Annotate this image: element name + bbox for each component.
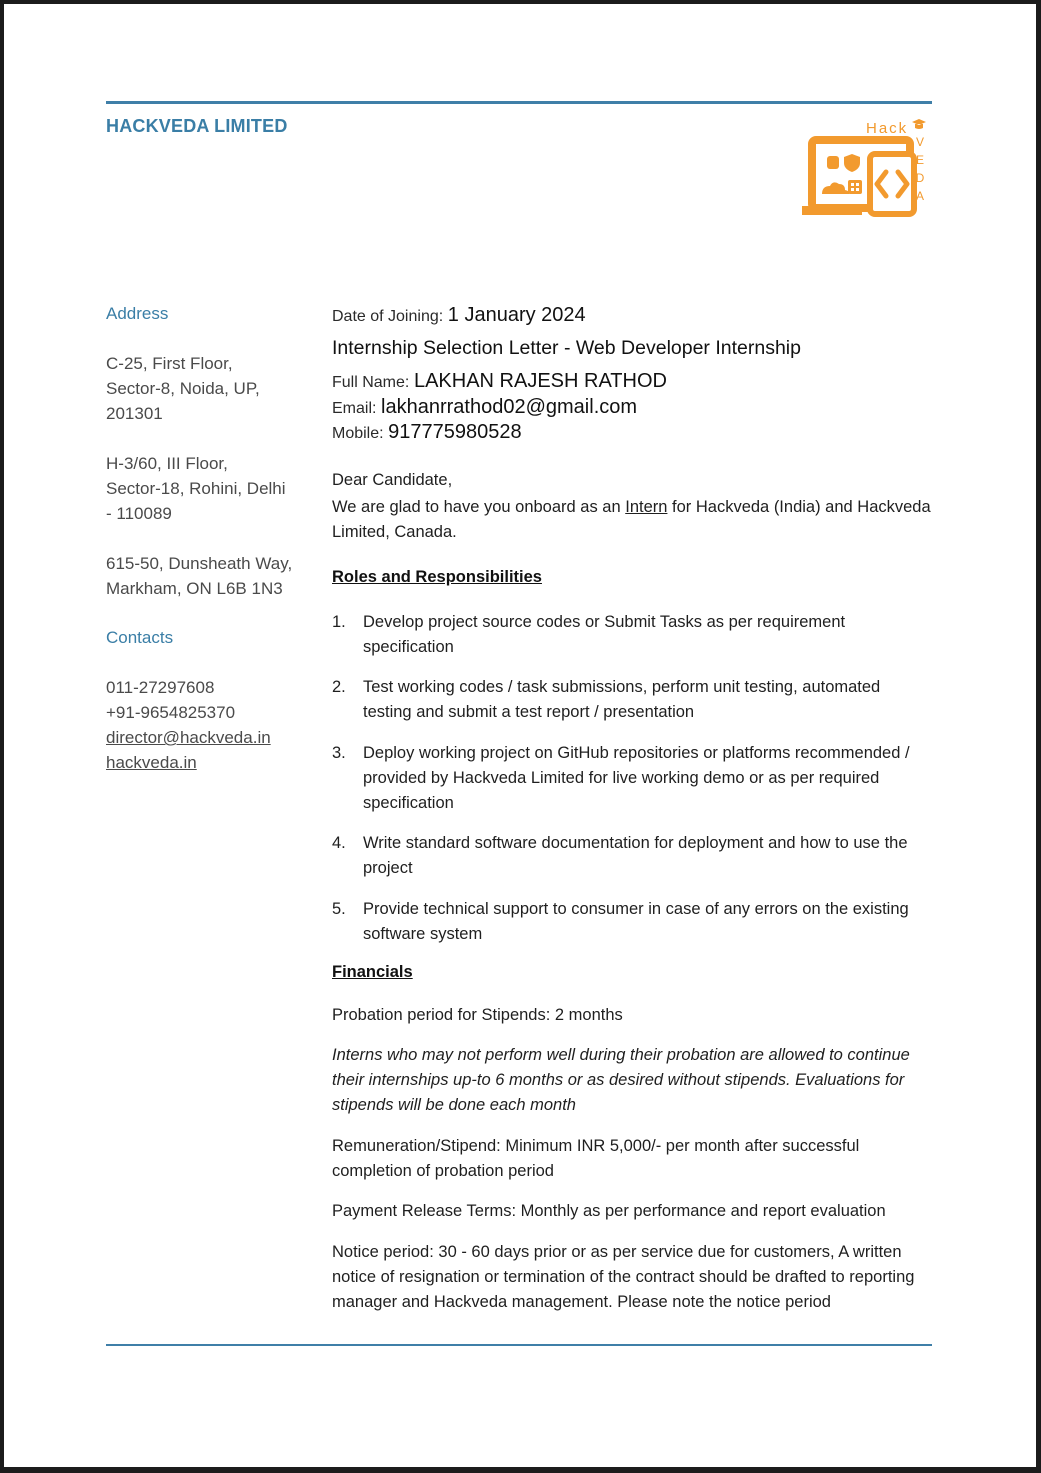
- list-text: Deploy working project on GitHub repositories or platforms recommended / provided by Hackveda Limited for live working demo or as per required specification: [363, 744, 910, 812]
- doj-value: 1 January 2024: [447, 304, 586, 326]
- address-line: C-25, First Floor,: [106, 354, 233, 373]
- list-text: Develop project source codes or Submit Tasks as per requirement specification: [363, 613, 846, 656]
- address-line: 201301: [106, 404, 163, 423]
- list-text: Test working codes / task submissions, perform unit testing, automated testing and submit a test report / presentation: [363, 678, 881, 721]
- address-markham: [106, 551, 292, 601]
- contact-list: [106, 675, 271, 775]
- address-delhi: [106, 451, 286, 526]
- phone-1: 011-27297608: [106, 678, 215, 697]
- company-name: HACKVEDA LIMITED: [106, 116, 288, 136]
- list-number: 5.: [332, 900, 346, 918]
- roles-heading: Roles and Responsibilities: [332, 568, 542, 586]
- financials-heading: Financials: [332, 963, 413, 981]
- address-noida: [106, 351, 260, 426]
- list-text: Provide technical support to consumer in case of any errors on the existing software system: [363, 900, 909, 943]
- email-value: lakhanrrathod02@gmail.com: [381, 396, 638, 418]
- list-text: Write standard software documentation for deployment and how to use the project: [363, 834, 908, 877]
- address-line: 615-50, Dunsheath Way,: [106, 554, 293, 573]
- full-name: [332, 370, 667, 393]
- list-number: 3.: [332, 744, 346, 762]
- logo-letter-e: E: [915, 153, 925, 167]
- probation-note: Interns who may not perform well during their probation are allowed to continue their internships up-to 6 months or as desired without stipends. Evaluations for stipends will be done each month: [332, 1046, 910, 1114]
- mobile-label: Mobile:: [332, 425, 384, 442]
- name-label: Full Name:: [332, 374, 410, 391]
- letter-page: [4, 4, 1036, 1467]
- address-line: - 110089: [106, 504, 172, 523]
- address-line: H-3/60, III Floor,: [106, 454, 228, 473]
- footer-rule: [106, 1344, 932, 1346]
- logo-hack-text: Hack: [866, 120, 909, 137]
- logo-letter-v: V: [915, 135, 925, 149]
- header-rule: [106, 101, 932, 104]
- stipend: Remuneration/Stipend: Minimum INR 5,000/- per month after successful completion of probation period: [332, 1137, 860, 1180]
- name-value: LAKHAN RAJESH RATHOD: [413, 370, 667, 392]
- phone-2: +91-9654825370: [106, 703, 236, 722]
- probation-period: Probation period for Stipends: 2 months: [332, 1006, 623, 1024]
- email-link[interactable]: director@hackveda.in: [106, 728, 271, 747]
- logo-letter-d: D: [915, 171, 925, 185]
- logo-letter-a: A: [915, 189, 925, 203]
- greeting: Dear Candidate,: [332, 471, 453, 489]
- list-number: 4.: [332, 834, 346, 852]
- address-line: Sector-18, Rohini, Delhi: [106, 479, 286, 498]
- address-heading: Address: [106, 304, 169, 323]
- intern-link: Intern: [625, 498, 668, 516]
- intro-text: for Hackveda (India) and Hackveda Limited, Canada.: [332, 498, 931, 541]
- list-number: 1.: [332, 613, 346, 631]
- doj-label: Date of Joining:: [332, 308, 444, 325]
- mobile: [332, 421, 522, 444]
- website-link[interactable]: hackveda.in: [106, 753, 197, 772]
- mobile-value: 917775980528: [388, 421, 522, 443]
- date-of-joining: [332, 304, 586, 327]
- intro-paragraph: [332, 495, 932, 545]
- notice-period: Notice period: 30 - 60 days prior or as per service due for customers, A written notice of resignation or termination of the contract should be drafted to reporting manager and Hackveda management. Please note the notice period: [332, 1243, 915, 1311]
- intro-text: We are glad to have you onboard as an: [332, 498, 626, 516]
- address-line: Sector-8, Noida, UP,: [106, 379, 260, 398]
- email: [332, 396, 637, 419]
- address-line: Markham, ON L6B 1N3: [106, 579, 283, 598]
- letter-title: Internship Selection Letter - Web Developer Internship: [332, 337, 801, 359]
- payment-terms: Payment Release Terms: Monthly as per performance and report evaluation: [332, 1202, 886, 1220]
- email-label: Email:: [332, 400, 377, 417]
- hackveda-logo: [794, 114, 934, 222]
- list-number: 2.: [332, 678, 346, 696]
- contacts-heading: Contacts: [106, 628, 174, 647]
